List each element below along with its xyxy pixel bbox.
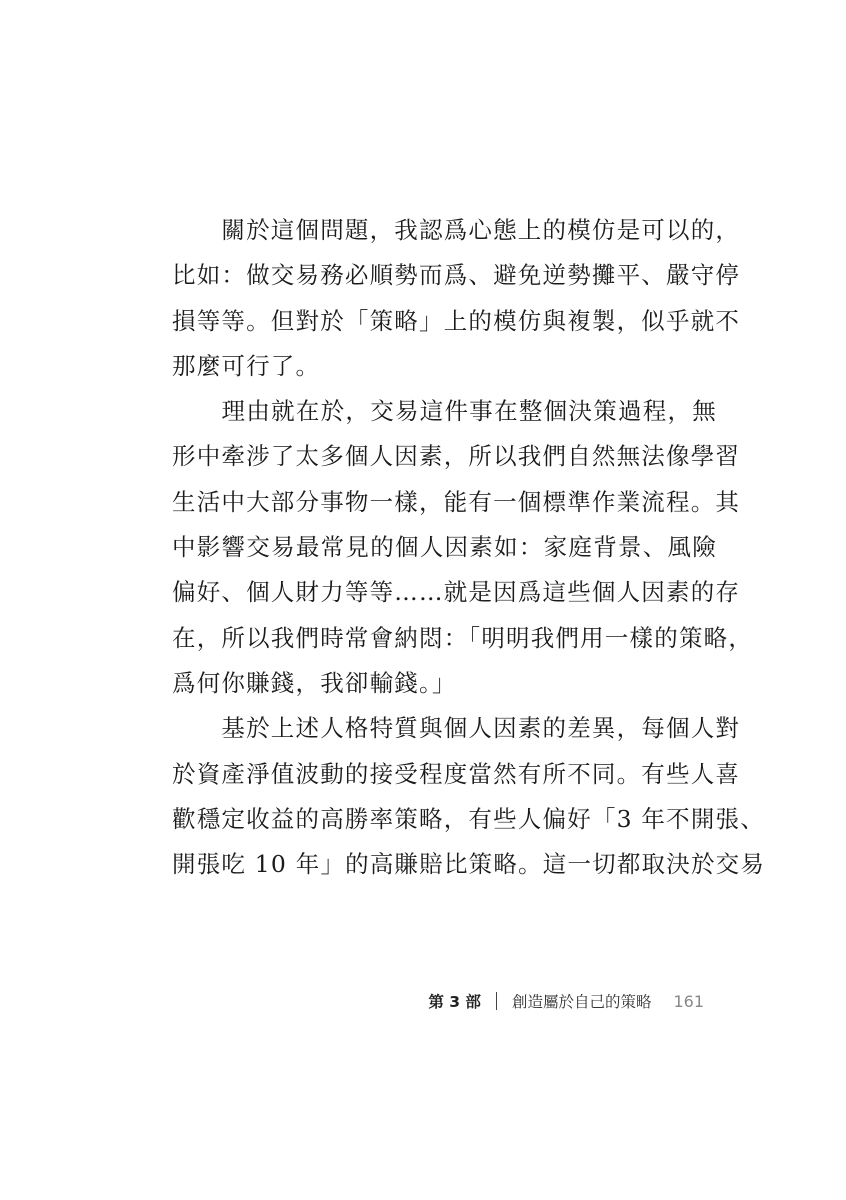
text-line: 於資產淨值波動的接受程度當然有所不同。有些人喜 [172, 759, 741, 788]
text-line: 中影響交易最常見的個人因素如：家庭背景、風險 [172, 533, 717, 562]
footer-divider [496, 992, 497, 1010]
text-line: 理由就在於，交易這件事在整個決策過程，無 [172, 397, 717, 426]
page-footer [428, 988, 704, 1014]
text-line: 形中牽涉了太多個人因素，所以我們自然無法像學習 [172, 442, 741, 471]
body-text [172, 208, 766, 887]
text-line: 爲何你賺錢，我卻輸錢。」 [172, 668, 457, 697]
text-line: 開張吃 10 年」的高賺賠比策略。這一切都取決於交易 [172, 850, 766, 879]
text-line: 歡穩定收益的高勝率策略，有些人偏好「3 年不開張、 [172, 804, 765, 833]
footer-chapter-title: 創造屬於自己的策略 [511, 993, 652, 1011]
text-line: 在，所以我們時常會納悶：「明明我們用一樣的策略， [172, 623, 754, 652]
text-line: 生活中大部分事物一樣，能有一個標準作業流程。其 [172, 487, 741, 516]
text-line: 關於這個問題，我認爲心態上的模仿是可以的， [172, 216, 741, 244]
text-line: 損等等。但對於「策略」上的模仿與複製，似乎就不 [172, 306, 741, 335]
text-line: 偏好、個人財力等等……就是因爲這些個人因素的存 [172, 578, 741, 607]
text-line: 基於上述人格特質與個人因素的差異，每個人對 [172, 714, 741, 743]
footer-part-label: 第 3 部 [428, 993, 481, 1011]
text-line: 比如：做交易務必順勢而爲、避免逆勢攤平、嚴守停 [172, 261, 741, 290]
text-line: 那麼可行了。 [172, 351, 321, 380]
page-number: 161 [673, 991, 704, 1011]
